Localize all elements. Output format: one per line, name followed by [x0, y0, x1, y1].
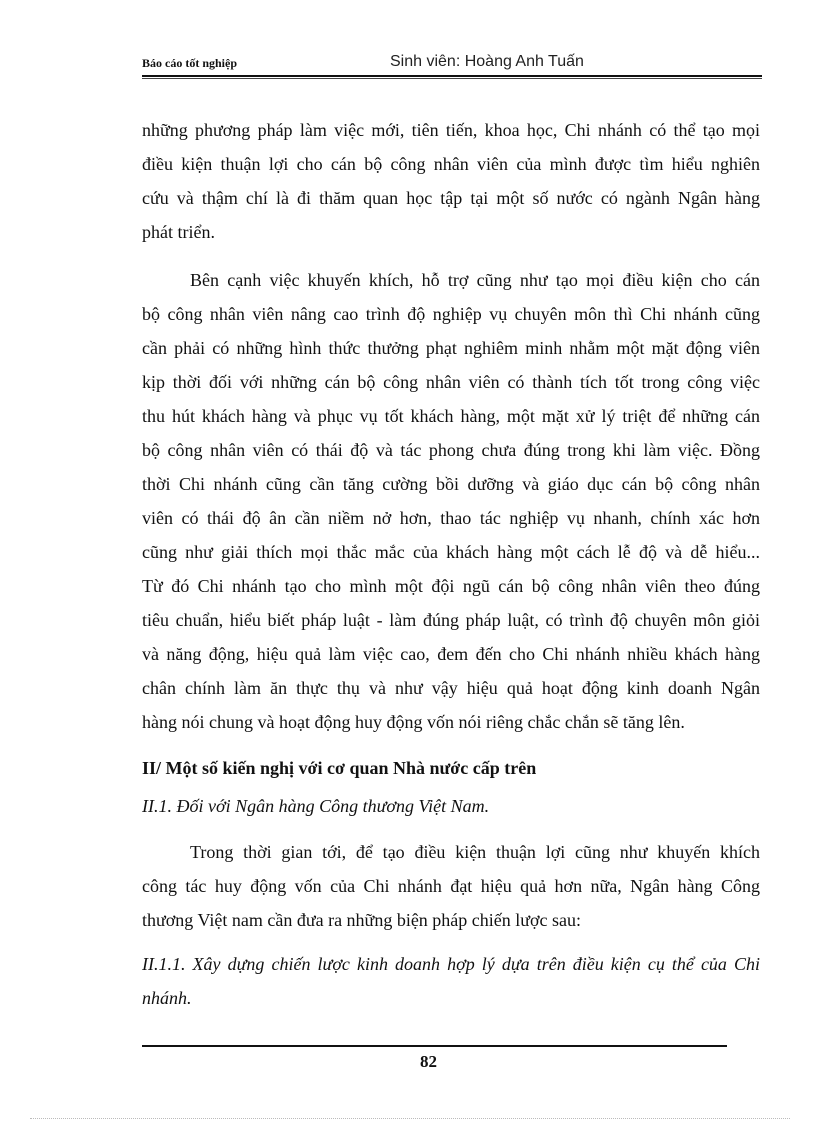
text-line: Từ đó Chi nhánh tạo cho mình một đội ngũ cán bộ công nhân viên theo đúng: [142, 576, 760, 596]
text-line: bộ công nhân viên có thái độ và tác phong chưa đúng trong khi làm việc. Đồng: [142, 440, 760, 460]
text-line: kịp thời đối với những cán bộ công nhân viên có thành tích tốt trong công việc: [142, 372, 760, 392]
page-edge-dotted-line: [30, 1118, 790, 1119]
text-line: thương Việt nam cần đưa ra những biện pháp chiến lược sau:: [142, 910, 582, 930]
text-line: và năng động, hiệu quả làm việc cao, đem đến cho Chi nhánh nhiều khách hàng: [142, 644, 760, 664]
text-line: cứu và thậm chí là đi thăm quan học tập tại một số nước có ngành Ngân hàng: [142, 188, 760, 208]
subsubsection-heading-cont: nhánh.: [142, 988, 192, 1008]
text-line: cũng như giải thích mọi thắc mắc của khách hàng một cách lễ độ và dễ hiểu...: [142, 542, 760, 562]
text-line: tiêu chuẩn, hiểu biết pháp luật - làm đúng pháp luật, có trình độ chuyên môn giỏi: [142, 610, 760, 630]
subsection-heading: II.1. Đối với Ngân hàng Công thương Việt Nam.: [142, 796, 490, 816]
text-line: chân chính làm ăn thực thụ và như vậy hiệu quả hoạt động kinh doanh Ngân: [142, 678, 760, 698]
text-line: Bên cạnh việc khuyến khích, hỗ trợ cũng như tạo mọi điều kiện cho cán: [190, 270, 760, 290]
text-line: hàng nói chung và hoạt động huy động vốn nói riêng chắc chắn sẽ tăng lên.: [142, 712, 685, 732]
header-report-title: Báo cáo tốt nghiệp: [142, 56, 238, 70]
text-line: điều kiện thuận lợi cho cán bộ công nhân viên của mình được tìm hiểu nghiên: [142, 154, 760, 174]
text-line: cần phải có những hình thức thưởng phạt nghiêm minh nhằm một mặt động viên: [142, 338, 760, 358]
text-line: phát triển.: [142, 222, 215, 242]
text-line: công tác huy động vốn của Chi nhánh đạt hiệu quả hơn nữa, Ngân hàng Công: [142, 876, 760, 896]
text-line: bộ công nhân viên nâng cao trình độ nghiệp vụ chuyên môn thì Chi nhánh cũng: [142, 304, 760, 324]
footer-divider: [142, 1045, 727, 1047]
text-line: Trong thời gian tới, để tạo điều kiện thuận lợi cũng như khuyến khích: [190, 842, 760, 862]
header-divider: [142, 75, 762, 79]
text-line: những phương pháp làm việc mới, tiên tiến, khoa học, Chi nhánh có thể tạo mọi: [142, 120, 760, 140]
text-line: thời Chi nhánh cũng cần tăng cường bồi dưỡng và giáo dục cán bộ công nhân: [142, 474, 760, 494]
text-line: viên có thái độ ân cần niềm nở hơn, thao tác nghiệp vụ nhanh, chính xác hơn: [142, 508, 760, 528]
header-student-name: Sinh viên: Hoàng Anh Tuấn: [390, 53, 584, 70]
text-line: thu hút khách hàng và phục vụ tốt khách hàng, một mặt xử lý triệt để những cán: [142, 406, 760, 426]
page-number: 82: [420, 1052, 437, 1071]
subsubsection-heading: II.1.1. Xây dựng chiến lược kinh doanh hợp lý dựa trên điều kiện cụ thể của Chi: [142, 954, 760, 974]
section-heading: II/ Một số kiến nghị với cơ quan Nhà nước cấp trên: [142, 758, 537, 778]
